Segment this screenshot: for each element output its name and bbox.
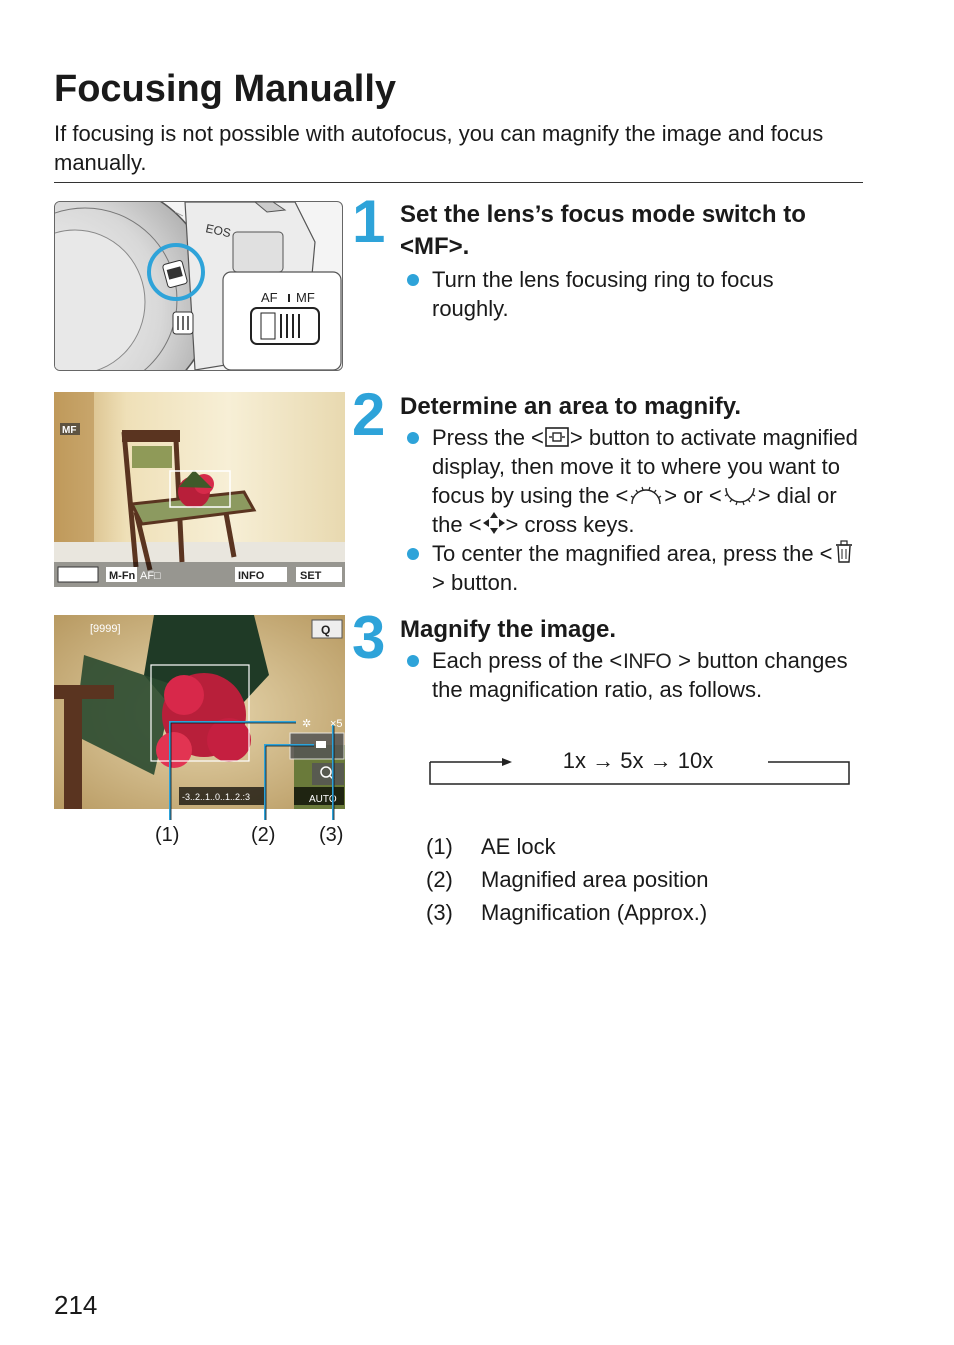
switch-label-mf: MF bbox=[296, 290, 315, 305]
step-3-heading: Magnify the image. bbox=[400, 616, 617, 643]
callout-1-label: (1) bbox=[155, 824, 180, 846]
shots-remaining: [9999] bbox=[90, 623, 121, 635]
q-button: Q bbox=[321, 623, 331, 637]
step-2-bullet-1: Press the < > button to activate magnified display, then move it to where you want to focus by using the < > or < > dial or the < > cross keys. bbox=[400, 423, 862, 539]
svg-text:INFO: INFO bbox=[623, 650, 672, 671]
step-1-heading: Set the lens’s focus mode switch to <MF>. bbox=[400, 201, 806, 260]
exposure-meter: -3..2..1..0..1..2.:3 bbox=[182, 792, 251, 802]
step-2-heading: Determine an area to magnify. bbox=[400, 393, 741, 420]
step-3-number: 3 bbox=[352, 604, 386, 671]
callout-3-label: (3) bbox=[319, 824, 344, 846]
step-3-bullet-1: Each press of the < INFO > button changes the magnification ratio, as follows. bbox=[400, 646, 862, 704]
brand-label: EOS bbox=[204, 221, 233, 241]
cycle-arrow-head bbox=[502, 758, 512, 766]
magnification-cycle-text: 1x → 5x → 10x bbox=[562, 748, 714, 773]
step-2-number: 2 bbox=[352, 381, 386, 448]
callout-legend bbox=[426, 830, 856, 929]
step-1-number: 1 bbox=[352, 188, 386, 255]
set-softkey: SET bbox=[300, 570, 322, 582]
page-number: 214 bbox=[54, 1290, 98, 1320]
iso-value: AUTO bbox=[309, 794, 337, 805]
mode-badge: MF bbox=[62, 425, 77, 436]
mfn-softkey: M-Fn bbox=[109, 570, 136, 582]
legend-item: (3) Magnification (Approx.) bbox=[426, 900, 708, 925]
magnification-value: ×5 bbox=[330, 718, 343, 730]
legend-item: (2) Magnified area position bbox=[426, 867, 709, 892]
switch-label-af: AF bbox=[261, 290, 278, 305]
callout-2-label: (2) bbox=[251, 824, 276, 846]
step-2-bullet-2: To center the magnified area, press the <> button. bbox=[400, 539, 862, 597]
af-softkey: AF□ bbox=[140, 570, 161, 582]
step-1-bullet: Turn the lens focusing ring to focus roughly. bbox=[400, 265, 850, 323]
info-softkey: INFO bbox=[238, 570, 265, 582]
intro-text: If focusing is not possible with autofocus, you can magnify the image and focus manually. bbox=[54, 121, 824, 175]
info-button-icon bbox=[622, 649, 678, 671]
ae-lock-mark: ✲ bbox=[302, 718, 312, 730]
page-title: Focusing Manually bbox=[54, 68, 397, 110]
legend-item: (1) AE lock bbox=[426, 834, 556, 859]
